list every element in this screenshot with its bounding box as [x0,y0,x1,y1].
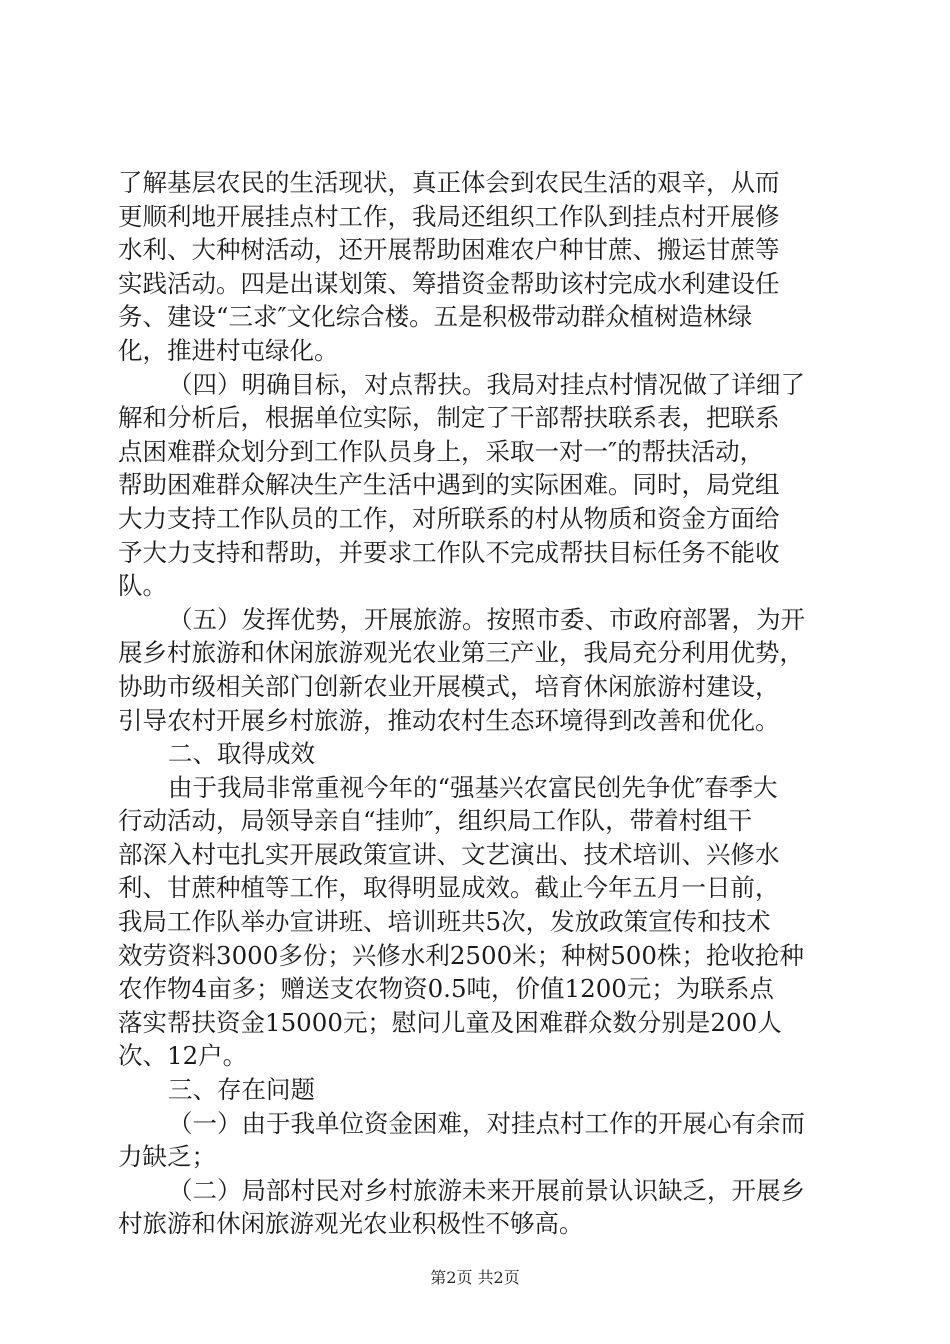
text-line: 效劳资料3000多份；兴修水利2500米；种树500株；抢收抢种 [118,940,804,970]
text-line: 协助市级相关部门创新农业开展模式，培育休闲旅游村建设， [118,671,780,701]
text-line: 帮助困难群众解决生产生活中遇到的实际困难。同时，局党组 [118,470,780,500]
text-line: （五）发挥优势，开展旅游。按照市委、市政府部署，为开 [168,604,805,634]
text-line: 引导农村开展乡村旅游，推动农村生态环境得到改善和优化。 [118,705,780,735]
text-line: 利、甘蔗种植等工作，取得明显成效。截止今年五月一日前， [118,873,780,903]
text-line: 更顺利地开展挂点村工作，我局还组织工作队到挂点村开展修 [118,201,780,231]
text-line: 实践活动。四是出谋划策、筹措资金帮助该村完成水利建设任 [118,268,780,298]
text-line: 次、12户。 [118,1041,248,1071]
text-line: 了解基层农民的生活现状，真正体会到农民生活的艰辛，从而 [118,168,780,197]
text-line: （四）明确目标，对点帮扶。我局对挂点村情况做了详细了 [168,369,805,399]
document-body [118,166,834,1241]
text-line: 部深入村屯扎实开展政策宣讲、文艺演出、技术培训、兴修水 [118,839,780,869]
text-line: 队。 [118,571,167,601]
text-line: 大力支持工作队员的工作，对所联系的村从物质和资金方面给 [118,503,780,533]
text-line: 二、取得成效 [168,739,315,769]
text-line: 化，推进村屯绿化。 [118,335,339,365]
text-line: 水利、大种树活动，还开展帮助困难农户种甘蔗、搬运甘蔗等 [118,235,780,265]
page-footer: 第2页 共2页 [430,1268,520,1287]
text-line: 展乡村旅游和休闲旅游观光农业第三产业，我局充分利用优势， [118,638,804,668]
text-line: （二）局部村民对乡村旅游未来开展前景认识缺乏，开展乡 [168,1175,805,1205]
text-line: 三、存在问题 [168,1075,315,1105]
text-line: 由于我局非常重视今年的“强基兴农富民创先争优″春季大 [168,772,778,802]
text-line: 我局工作队举办宣讲班、培训班共5次，发放政策宣传和技术 [118,907,771,937]
text-line: （一）由于我单位资金困难，对挂点村工作的开展心有余而 [168,1108,805,1138]
text-line: 农作物4亩多；赠送支农物资0.5吨，价值1200元；为联系点 [118,974,774,1004]
text-line: 村旅游和休闲旅游观光农业积极性不够高。 [118,1209,584,1239]
text-line: 点困难群众划分到工作队员身上，采取一对一″的帮扶活动， [118,436,765,466]
text-line: 解和分析后，根据单位实际，制定了干部帮扶联系表，把联系 [118,403,780,433]
text-line: 力缺乏； [118,1142,216,1172]
text-line: 予大力支持和帮助，并要求工作队不完成帮扶目标任务不能收 [118,537,780,567]
text-line: 务、建设“三求″文化综合楼。五是积极带动群众植树造林绿 [118,302,753,332]
text-line: 落实帮扶资金15000元；慰问儿童及困难群众数分别是200人 [118,1007,782,1037]
text-line: 行动活动，局领导亲自“挂帅″，组织局工作队，带着村组干 [118,806,753,836]
